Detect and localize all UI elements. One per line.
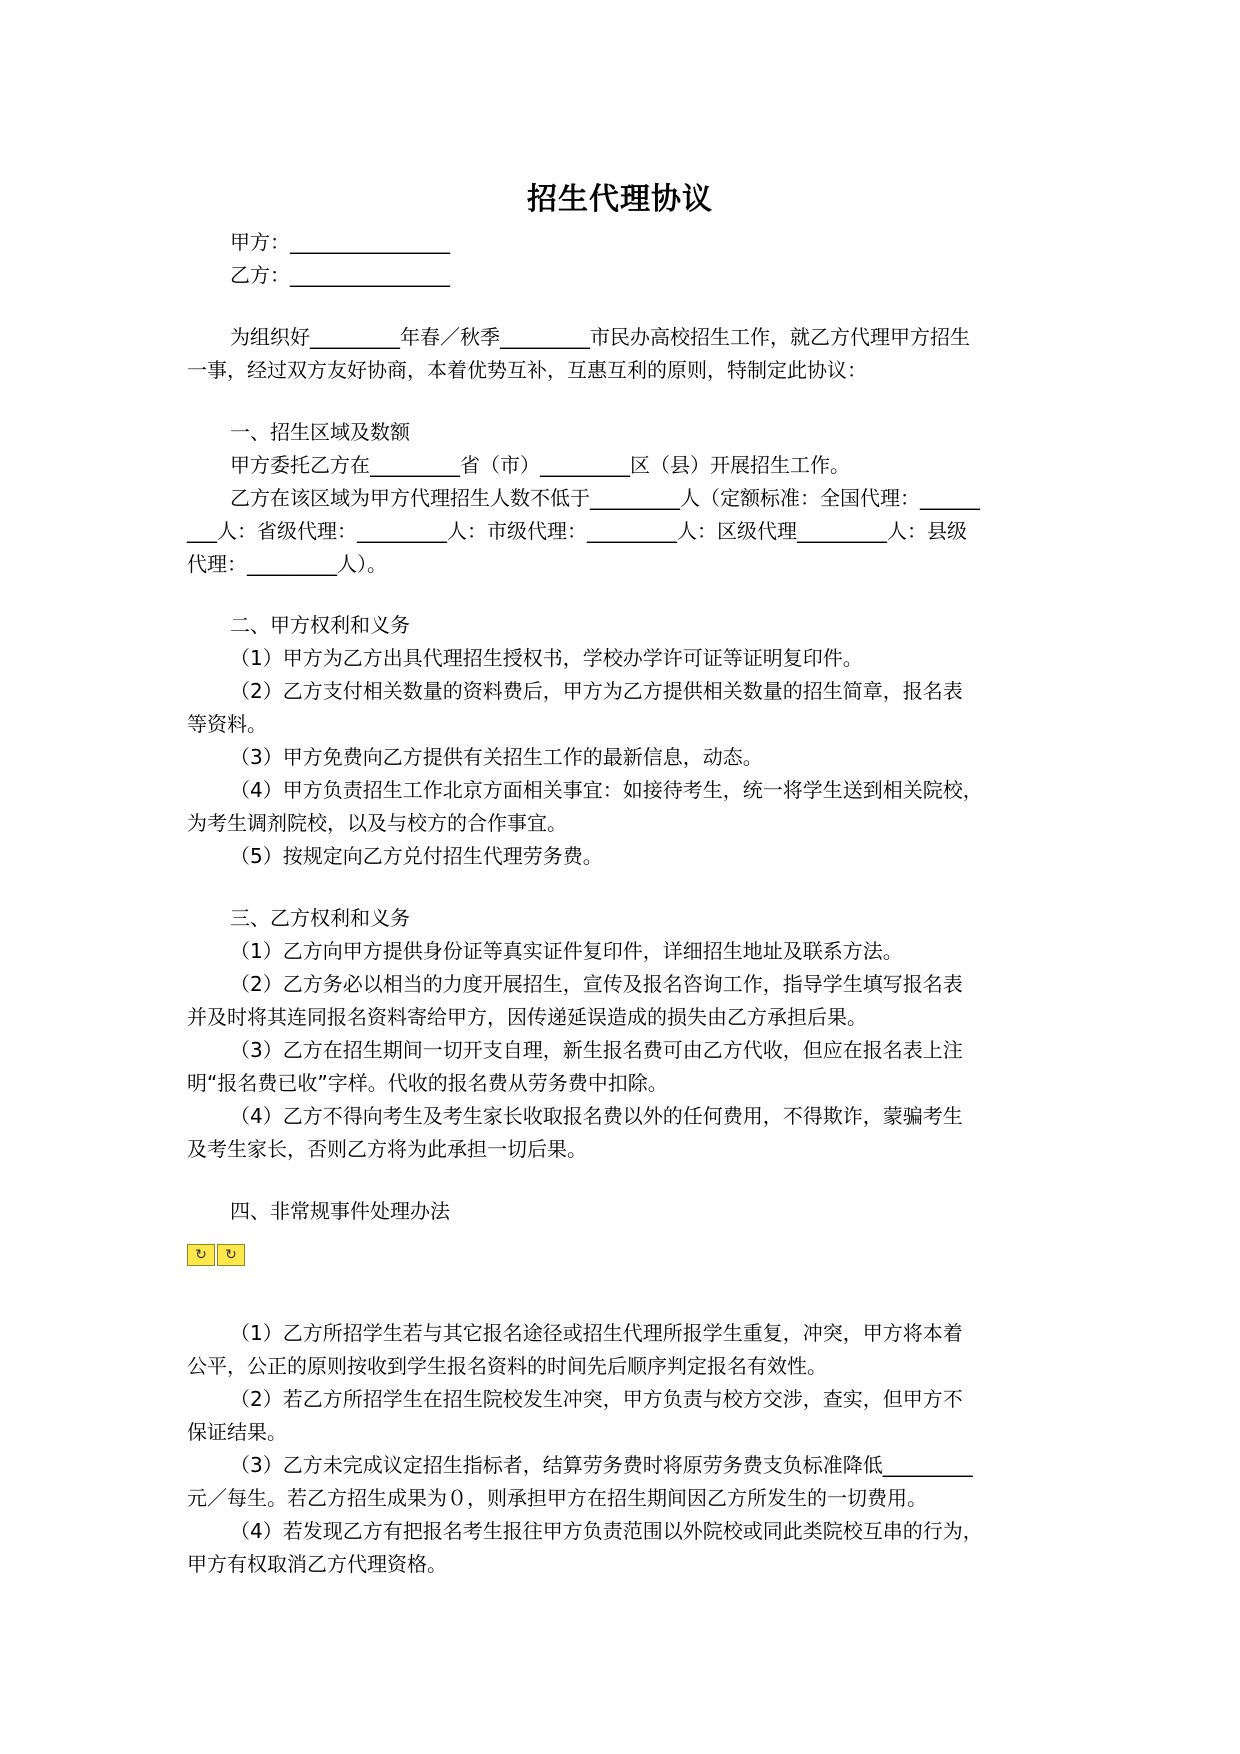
section4-line: 保证结果。 (187, 1420, 287, 1444)
section4-line: 甲方有权取消乙方代理资格。 (187, 1552, 447, 1576)
intro-line-2: 一事，经过双方友好协商，本着优势互补，互惠互利的原则，特制定此协议： (187, 358, 867, 382)
section3-line: 明“报名费已收”字样。代收的报名费从劳务费中扣除。 (187, 1071, 668, 1095)
section2-line: （4）甲方负责招生工作北京方面相关事宜：如接待考生，统一将学生送到相关院校， (230, 778, 983, 802)
section2-heading: 二、甲方权利和义务 (230, 613, 410, 637)
section4-line: （2）若乙方所招学生在招生院校发生冲突，甲方负责与校方交涉，查实，但甲方不 (230, 1387, 963, 1411)
section2-line: （1）甲方为乙方出具代理招生授权书，学校办学许可证等证明复印件。 (230, 646, 863, 670)
party-a-line: 甲方：________________ (230, 230, 450, 254)
section1-heading: 一、招生区域及数额 (230, 420, 410, 444)
section2-line: （5）按规定向乙方兑付招生代理劳务费。 (230, 844, 603, 868)
paragraph-mark-icon: ↻ (187, 1244, 215, 1266)
party-b-line: 乙方：________________ (230, 263, 450, 287)
section3-heading: 三、乙方权利和义务 (230, 906, 410, 930)
section2-line: （3）甲方免费向乙方提供有关招生工作的最新信息，动态。 (230, 745, 763, 769)
section3-line: 及考生家长，否则乙方将为此承担一切后果。 (187, 1137, 587, 1161)
intro-line-1: 为组织好_________年春／秋季_________市民办高校招生工作，就乙方代理甲方招生 (230, 325, 970, 349)
section4-line: 公平，公正的原则按收到学生报名资料的时间先后顺序判定报名有效性。 (187, 1354, 827, 1378)
section1-line: 代理：_________人）。 (187, 552, 387, 576)
section2-line: 为考生调剂院校，以及与校方的合作事宜。 (187, 811, 567, 835)
document-title: 招生代理协议 (527, 182, 713, 217)
section1-line: 乙方在该区域为甲方代理招生人数不低于_________人（定额标准：全国代理：______ (230, 486, 980, 510)
section3-line: （1）乙方向甲方提供身份证等真实证件复印件，详细招生地址及联系方法。 (230, 939, 903, 963)
paragraph-marks (187, 1244, 247, 1266)
section4-line: （1）乙方所招学生若与其它报名途径或招生代理所报学生重复，冲突，甲方将本着 (230, 1321, 963, 1345)
section4-line: （3）乙方未完成议定招生指标者，结算劳务费时将原劳务费支负标准降低_________ (230, 1453, 973, 1477)
section3-line: （3）乙方在招生期间一切开支自理，新生报名费可由乙方代收，但应在报名表上注 (230, 1038, 963, 1062)
section1-line: ___人：省级代理：_________人：市级代理：_________人：区级代理_________人：县级 (187, 519, 967, 543)
section3-line: （2）乙方务必以相当的力度开展招生，宣传及报名咨询工作，指导学生填写报名表 (230, 972, 963, 996)
section2-line: （2）乙方支付相关数量的资料费后，甲方为乙方提供相关数量的招生简章，报名表 (230, 679, 963, 703)
section1-line: 甲方委托乙方在_________省（市）_________区（县）开展招生工作。 (230, 453, 850, 477)
paragraph-mark-icon: ↻ (217, 1244, 245, 1266)
section3-line: （4）乙方不得向考生及考生家长收取报名费以外的任何费用，不得欺诈，蒙骗考生 (230, 1104, 963, 1128)
section4-line: 元／每生。若乙方招生成果为０，则承担甲方在招生期间因乙方所发生的一切费用。 (187, 1486, 927, 1510)
section2-line: 等资料。 (187, 712, 267, 736)
section4-line: （4）若发现乙方有把报名考生报往甲方负责范围以外院校或同此类院校互串的行为， (230, 1519, 983, 1543)
section4-heading: 四、非常规事件处理办法 (230, 1199, 450, 1223)
section3-line: 并及时将其连同报名资料寄给甲方，因传递延误造成的损失由乙方承担后果。 (187, 1005, 867, 1029)
